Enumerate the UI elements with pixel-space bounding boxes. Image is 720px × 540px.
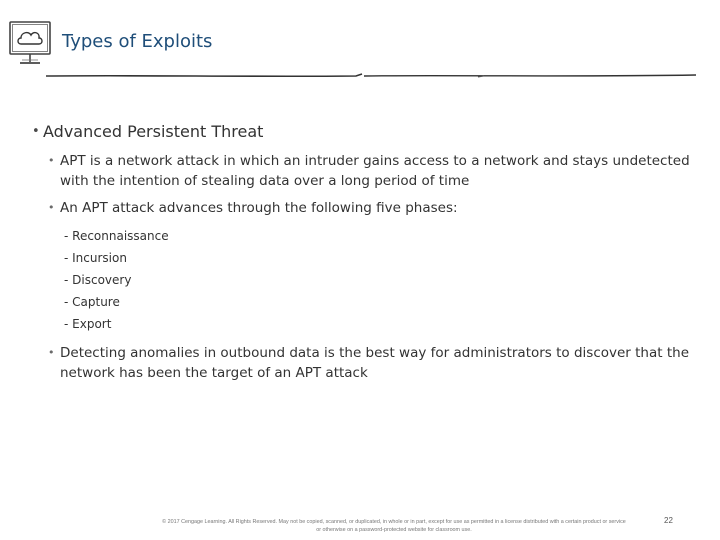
bullet-apt: • Advanced Persistent Threat [32,122,702,141]
sub-bullet-definition: • APT is a network attack in which an intruder gains access to a network and stays undetected with the intention of stealing data over a long period of time [48,151,702,191]
phase-item: - Capture [64,295,120,309]
slide-title: Types of Exploits [62,31,213,52]
phase-list [64,225,702,335]
cloud-monitor-icon [8,16,56,72]
phase-item: - Discovery [64,273,132,287]
copyright-footer [124,518,664,534]
title-underline [46,70,696,82]
copyright-line-1: © 2017 Cengage Learning. All Rights Reserved. May not be copied, scanned, or duplicated, in whole or in part, except for use as permitted in a license distributed with a certain product or service [162,519,626,525]
sub-bullet-detection: • Detecting anomalies in outbound data is the best way for administrators to discover that the network has been the target of an APT attack [48,343,702,383]
slide-body [32,122,702,390]
page-number: 22 [664,516,673,525]
copyright-line-2: or otherwise on a password-protected website for classroom use. [316,527,472,533]
phase-item: - Incursion [64,251,127,265]
phase-item: - Reconnaissance [64,229,169,243]
sub-bullet-phases-intro: • An APT attack advances through the following five phases: [48,198,702,218]
phase-item: - Export [64,317,112,331]
